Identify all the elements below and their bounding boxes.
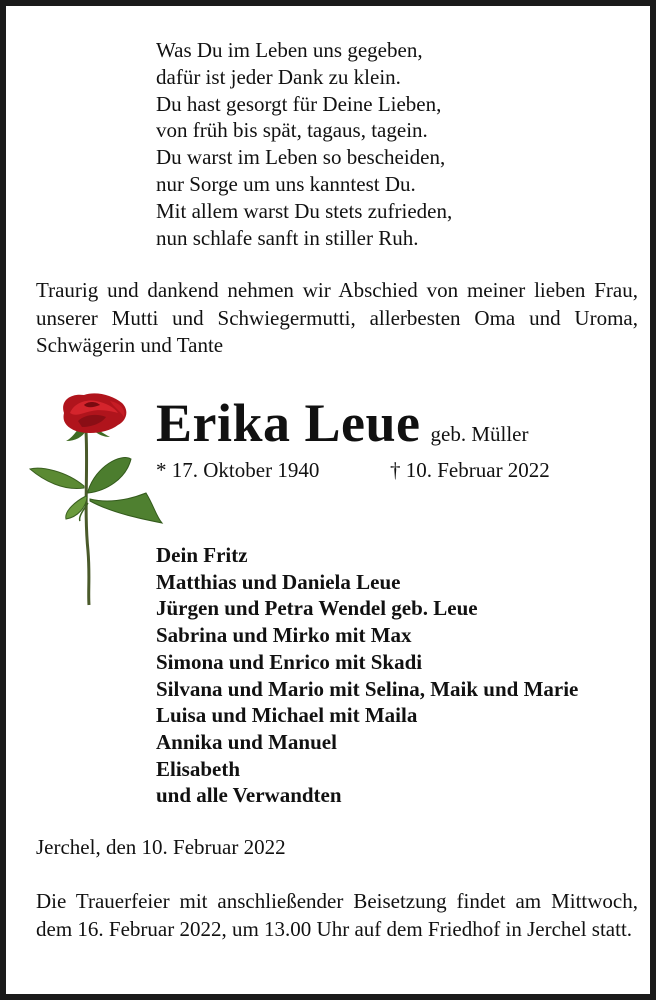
mourner-entry: Silvana und Mario mit Selina, Maik und Marie <box>156 676 579 701</box>
poem-line: von früh bis spät, tagaus, tagein. <box>156 118 428 143</box>
deceased-name: Erika Leue <box>156 393 421 453</box>
poem-line: Was Du im Leben uns gegeben, <box>156 38 423 62</box>
mourner-entry: Elisabeth <box>156 756 241 781</box>
death-date: † 10. Februar 2022 <box>390 458 550 482</box>
poem-line: Du warst im Leben so bescheiden, <box>156 145 446 170</box>
funeral-info: Die Trauerfeier mit anschließender Beisetzung findet am Mittwoch, dem 16. Februar 2022, um 13.00 Uhr auf dem Friedhof in Jerchel statt. <box>36 889 638 941</box>
place-date: Jerchel, den 10. Februar 2022 <box>36 835 286 859</box>
rose-icon <box>26 391 166 611</box>
poem-line: Mit allem warst Du stets zufrieden, <box>156 198 453 223</box>
poem <box>156 37 452 251</box>
poem-line: nun schlafe sanft in stiller Ruh. <box>156 225 419 250</box>
mourner-entry: Simona und Enrico mit Skadi <box>156 649 423 674</box>
intro-text: Traurig und dankend nehmen wir Abschied von meiner lieben Frau, unserer Mutti und Schwiegermutti, allerbesten Oma und Uroma, Schwägerin und Tante <box>36 278 638 357</box>
poem-line: Du hast gesorgt für Deine Lieben, <box>156 91 442 116</box>
poem-line: dafür ist jeder Dank zu klein. <box>156 64 401 89</box>
mourners-list <box>156 542 578 809</box>
deceased-name-line <box>156 392 529 454</box>
mourner-entry: Dein Fritz <box>156 543 248 567</box>
mourner-entry: Sabrina und Mirko mit Max <box>156 623 412 648</box>
mourner-entry: Annika und Manuel <box>156 729 337 754</box>
mourner-entry: Jürgen und Petra Wendel geb. Leue <box>156 596 478 621</box>
mourner-entry: und alle Verwandten <box>156 783 342 808</box>
birth-date: * 17. Oktober 1940 <box>156 458 320 482</box>
poem-line: nur Sorge um uns kanntest Du. <box>156 171 416 196</box>
mourner-entry: Luisa und Michael mit Maila <box>156 703 418 728</box>
birth-name: geb. Müller <box>430 422 529 446</box>
mourner-entry: Matthias und Daniela Leue <box>156 569 401 594</box>
